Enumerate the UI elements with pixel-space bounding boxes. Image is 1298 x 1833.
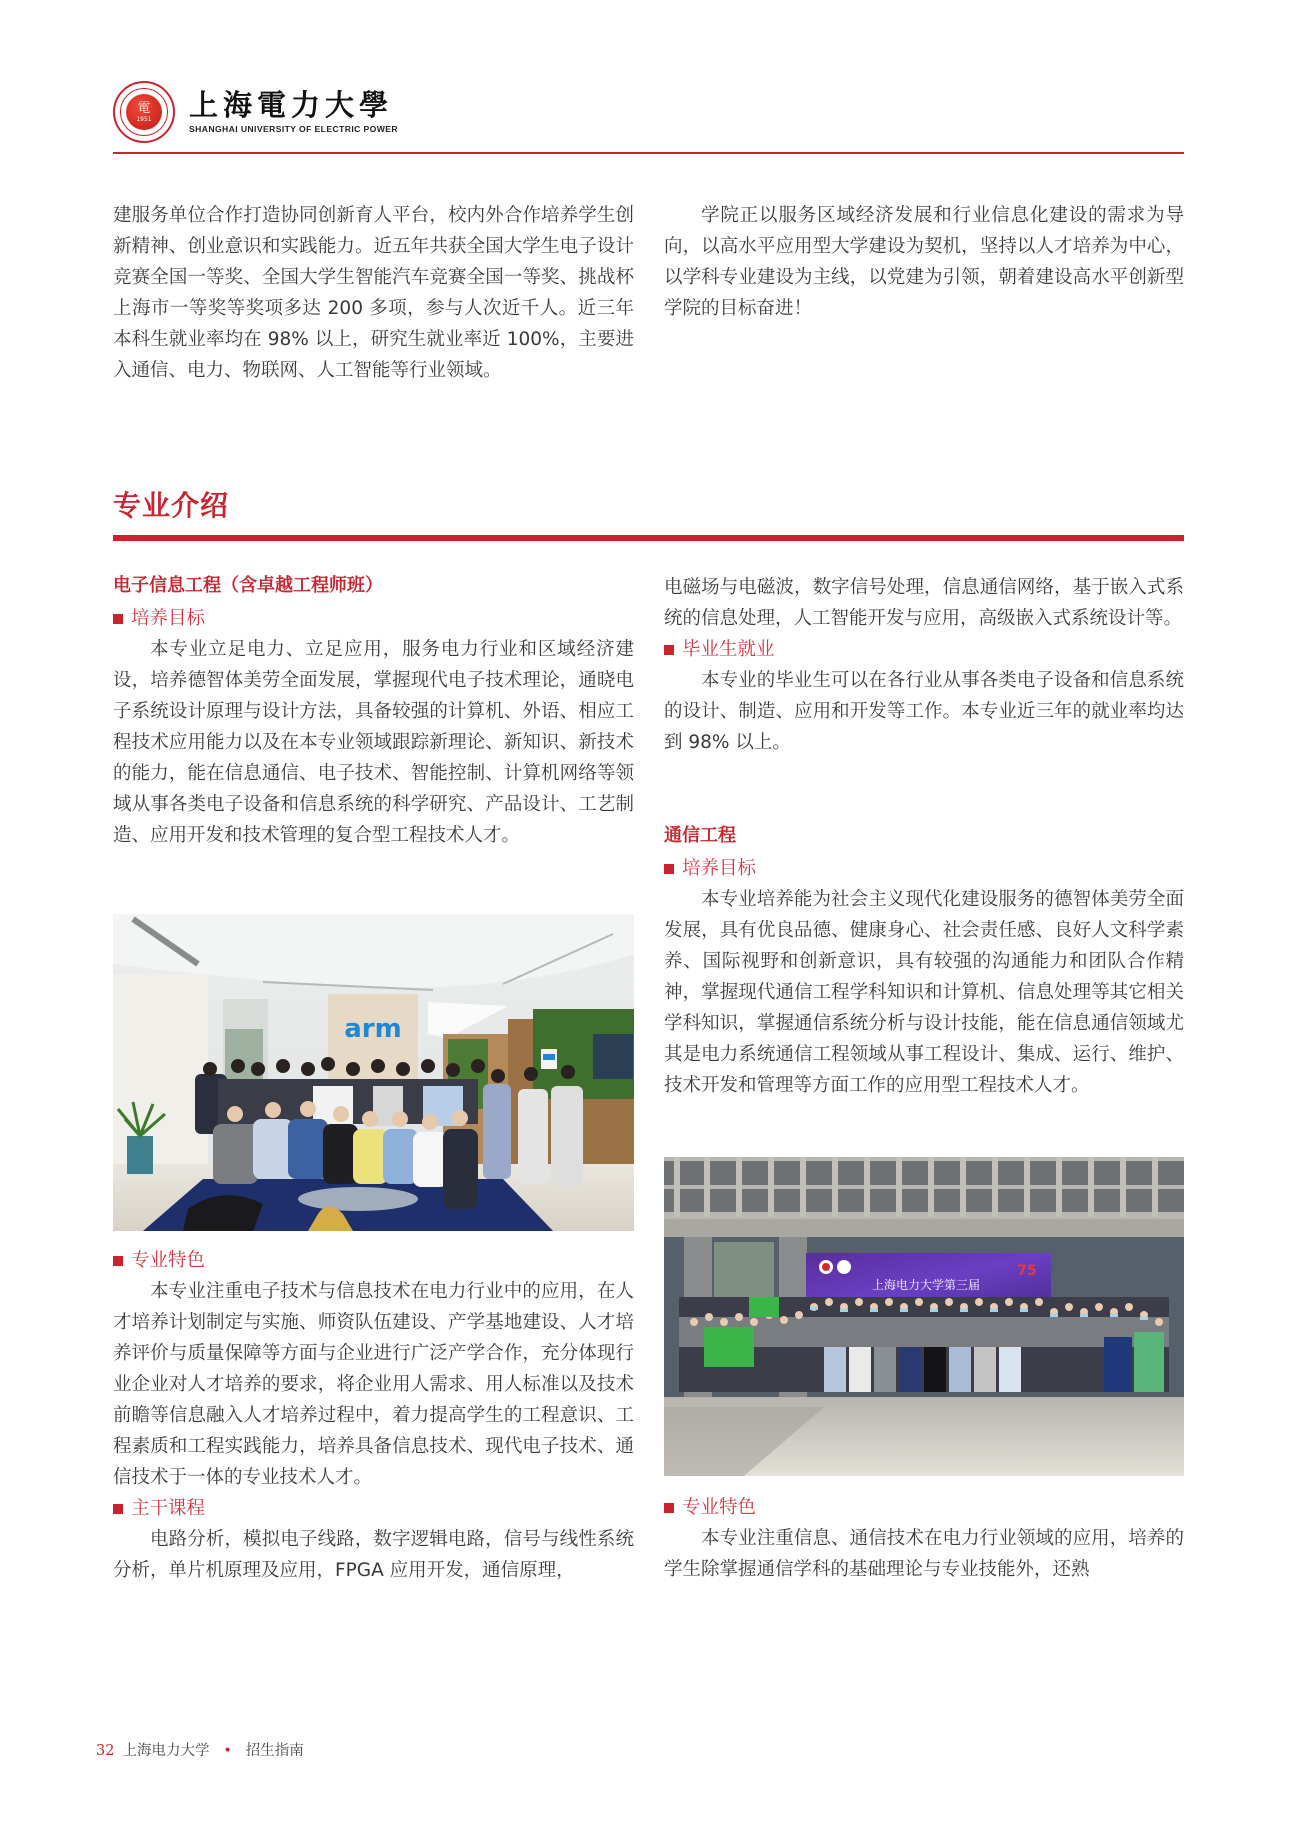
bullet-square-icon bbox=[664, 864, 674, 874]
intro-left-paragraph: 建服务单位合作打造协同创新育人平台，校内外合作培养学生创新精神、创业意识和实践能力。近五年共获全国大学生电子设计竞赛全国一等奖、全国大学生智能汽车竞赛全国一等奖、挑战杯上海市一等奖等奖项多达 200 多项，参与人次近千人。近三年本科生就业率均在 98% 以上，研究生就业率近 100%，主要进入通信、电力、物联网、人工智能等行业领域。 bbox=[113, 205, 634, 381]
footer-separator: • bbox=[223, 1743, 232, 1759]
bullet-square-icon bbox=[664, 645, 674, 655]
svg-text:arm: arm bbox=[344, 1014, 402, 1044]
section-divider bbox=[113, 535, 1184, 541]
subsection-text-courses-continued: 电磁场与电磁波，数字信号处理，信息通信网络，基于嵌入式系统的信息处理，人工智能开发与应用，高级嵌入式系统设计等。 bbox=[664, 577, 1184, 629]
seal-year: 1951 bbox=[136, 115, 152, 123]
footer-publication: 上海电力大学 bbox=[122, 1743, 210, 1759]
section-title: 专业介绍 bbox=[113, 489, 230, 522]
intro-right-paragraph: 学院正以服务区域经济发展和行业信息化建设的需求为导向，以高水平应用型大学建设为契机，坚持以人才培养为中心，以学科专业建设为主线，以党建为引领，朝着建设高水平创新型学院的目标奋进！ bbox=[664, 205, 1184, 319]
major-communication-eng-cont bbox=[664, 1492, 1184, 1585]
subsection-heading-objectives: 培养目标 bbox=[664, 853, 1184, 884]
footer-guide-name: 招生指南 bbox=[245, 1743, 304, 1759]
photo-arm-visit bbox=[113, 914, 634, 1231]
major-electronic-info-eng-right bbox=[664, 572, 1184, 758]
subsection-heading-features: 专业特色 bbox=[113, 1245, 634, 1276]
university-seal-icon bbox=[113, 81, 175, 143]
page-number: 32 bbox=[96, 1743, 115, 1759]
page-footer bbox=[96, 1741, 304, 1761]
subsection-text-objectives: 本专业立足电力、立足应用，服务电力行业和区域经济建设，培养德智体美劳全面发展，掌握现代电子技术理论，通晓电子系统设计原理与设计方法，具备较强的计算机、外语、相应工程技术应用能力以及在本专业领域跟踪新理论、新知识、新技术的能力，能在信息通信、电子技术、智能控制、计算机网络等领域从事各类电子设备和信息系统的科学研究、产品设计、工艺制造、应用开发和技术管理的复合型工程技术人才。 bbox=[113, 639, 634, 846]
university-name-cn: 上海電力大學 bbox=[189, 88, 394, 122]
major-title: 通信工程 bbox=[664, 825, 736, 846]
subsection-text-features: 本专业注重信息、通信技术在电力行业领域的应用，培养的学生除掌握通信学科的基础理论与专业技能外，还熟 bbox=[664, 1528, 1184, 1580]
major-title: 电子信息工程（含卓越工程师班） bbox=[113, 575, 383, 596]
bullet-square-icon bbox=[113, 1256, 123, 1266]
university-name-en: SHANGHAI UNIVERSITY OF ELECTRIC POWER bbox=[189, 124, 398, 134]
university-logo bbox=[113, 82, 398, 142]
subsection-heading-objectives: 培养目标 bbox=[113, 603, 634, 634]
svg-text:75: 75 bbox=[1017, 1263, 1037, 1279]
major-communication-eng bbox=[664, 822, 1184, 1101]
bullet-square-icon bbox=[664, 1503, 674, 1513]
bullet-square-icon bbox=[113, 1504, 123, 1514]
bullet-square-icon bbox=[113, 614, 123, 624]
subsection-text-employment: 本专业的毕业生可以在各行业从事各类电子设备和信息系统的设计、制造、应用和开发等工作。本专业近三年的就业率均达到 98% 以上。 bbox=[664, 670, 1184, 753]
svg-text:上海电力大学第三届: 上海电力大学第三届 bbox=[871, 1278, 981, 1292]
header-divider bbox=[113, 152, 1184, 154]
major-electronic-info-eng-cont bbox=[113, 1245, 634, 1586]
subsection-heading-courses: 主干课程 bbox=[113, 1493, 634, 1524]
subsection-text-objectives: 本专业培养能为社会主义现代化建设服务的德智体美劳全面发展，具有优良品德、健康身心、社会责任感、良好人文科学素养、国际视野和创新意识，具有较强的沟通能力和团队合作精神，掌握现代通信工程学科知识和计算机、信息处理等其它相关学科知识，掌握通信系统分析与设计技能，能在信息通信领域尤其是电力系统通信工程领域从事工程设计、集成、运行、维护、技术开发和管理等方面工作的应用型工程技术人才。 bbox=[664, 889, 1184, 1096]
seal-glyph: 電 bbox=[137, 100, 151, 116]
subsection-text-features: 本专业注重电子技术与信息技术在电力行业中的应用，在人才培养计划制定与实施、师资队伍建设、产学基地建设、人才培养评价与质量保障等方面与企业进行广泛产学合作，充分体现行业企业对人才培养的要求，将企业用人需求、用人标准以及技术前瞻等信息融入人才培养过程中，着力提高学生的工程意识、工程素质和工程实践能力，培养具备信息技术、现代电子技术、通信技术于一体的专业技术人才。 bbox=[113, 1281, 634, 1488]
subsection-heading-employment: 毕业生就业 bbox=[664, 634, 1184, 665]
subsection-text-courses: 电路分析，模拟电子线路，数字逻辑电路，信号与线性系统分析，单片机原理及应用，FPGA 应用开发，通信原理， bbox=[113, 1529, 634, 1581]
photo-campus-group bbox=[664, 1157, 1184, 1476]
subsection-heading-features: 专业特色 bbox=[664, 1492, 1184, 1523]
major-electronic-info-eng bbox=[113, 572, 634, 851]
